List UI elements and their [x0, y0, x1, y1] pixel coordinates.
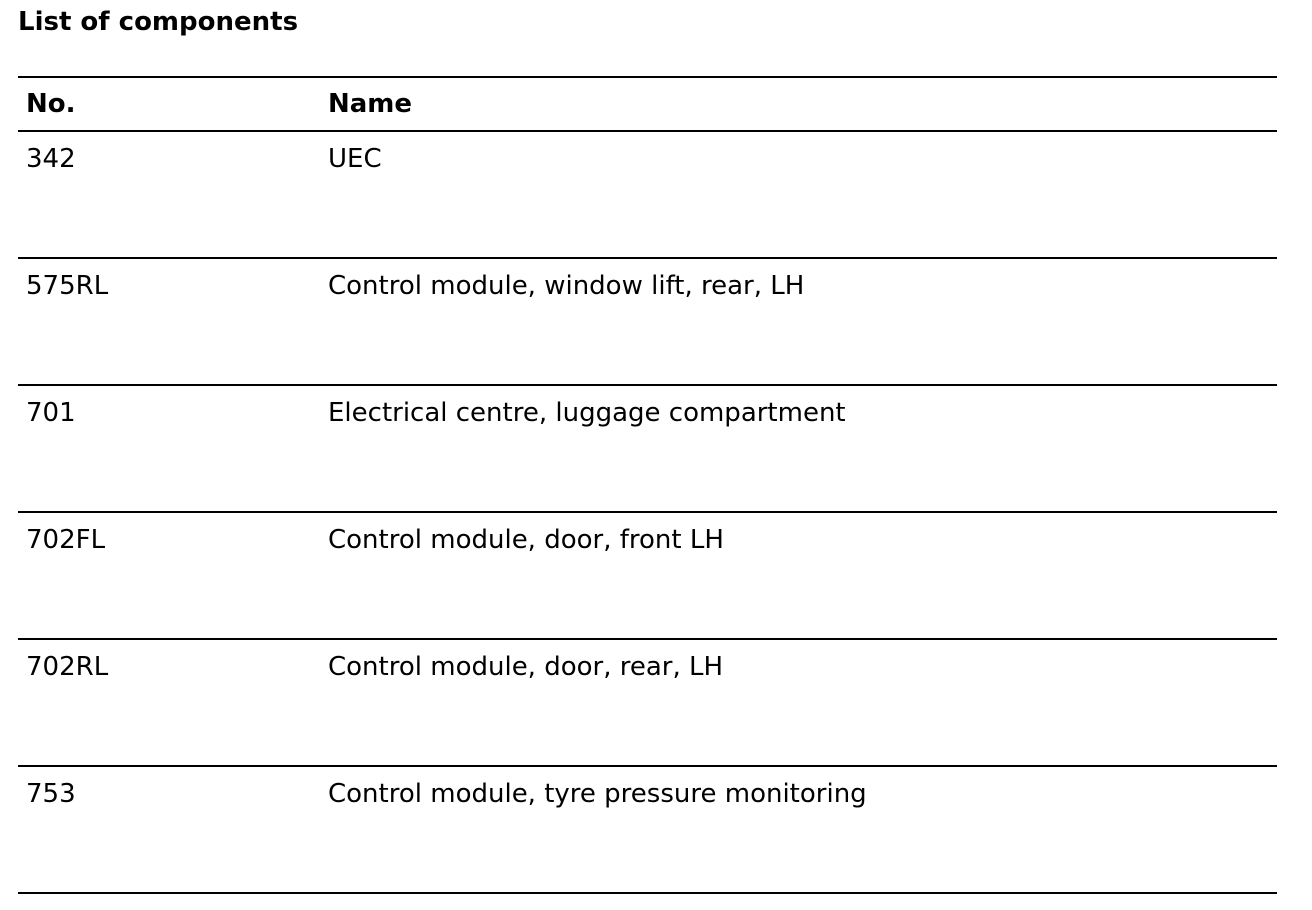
column-header-no: No. — [18, 77, 320, 131]
component-name: Control module, door, front LH — [320, 512, 1277, 639]
component-name: UEC — [320, 131, 1277, 258]
table-row — [18, 639, 1277, 766]
component-number: 702RL — [18, 639, 320, 766]
component-name: Electrical centre, luggage compartment — [320, 385, 1277, 512]
table-row — [18, 512, 1277, 639]
table-body — [18, 131, 1277, 893]
table-row — [18, 131, 1277, 258]
component-name: Control module, tyre pressure monitoring — [320, 766, 1277, 893]
table-row — [18, 385, 1277, 512]
table-row — [18, 258, 1277, 385]
component-number: 575RL — [18, 258, 320, 385]
table-row — [18, 766, 1277, 893]
components-table — [18, 76, 1277, 894]
table-header — [18, 77, 1277, 131]
component-number: 342 — [18, 131, 320, 258]
component-name: Control module, door, rear, LH — [320, 639, 1277, 766]
component-number: 753 — [18, 766, 320, 893]
table-header-row — [18, 77, 1277, 131]
component-number: 702FL — [18, 512, 320, 639]
component-name: Control module, window lift, rear, LH — [320, 258, 1277, 385]
column-header-name: Name — [320, 77, 1277, 131]
component-number: 701 — [18, 385, 320, 512]
page-title: List of components — [18, 7, 299, 37]
